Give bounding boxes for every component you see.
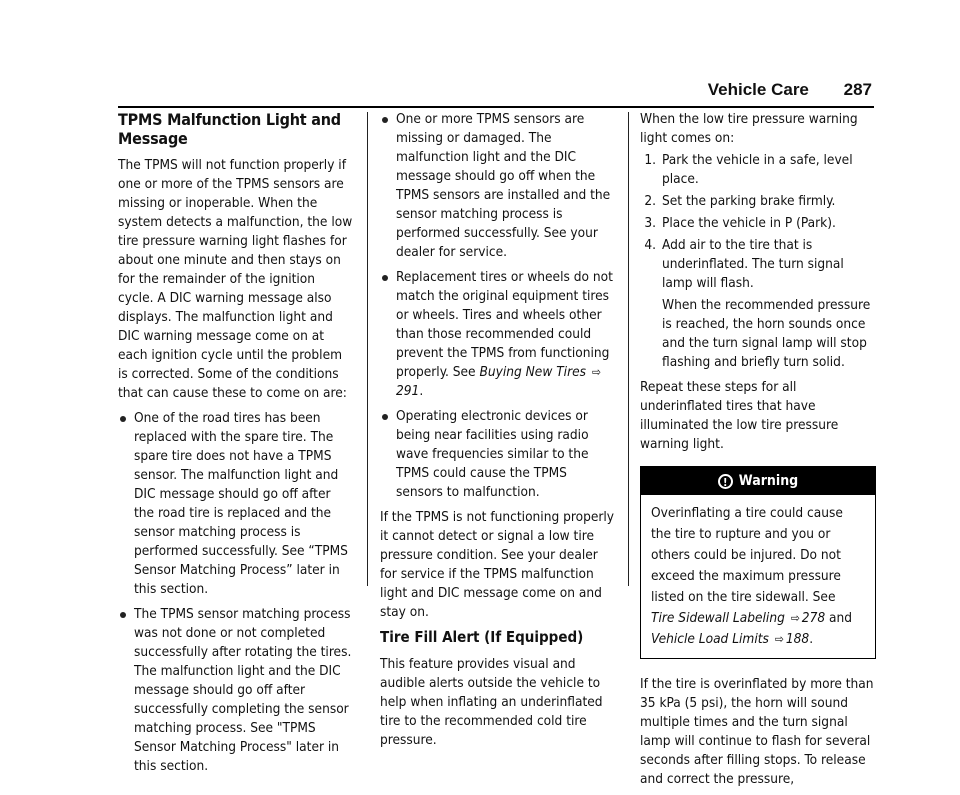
warning-header — [641, 467, 875, 495]
page-reference[interactable]: 291 — [396, 383, 420, 399]
step-text: Set the parking brake firmly. — [662, 193, 836, 209]
column-divider-2 — [628, 112, 629, 586]
page-header — [708, 80, 872, 100]
column-2 — [380, 110, 615, 756]
link-tire-sidewall-labeling[interactable]: Tire Sidewall Labeling — [651, 610, 785, 626]
step-number: 2. — [644, 193, 656, 209]
body-paragraph: If the tire is overinflated by more than 35 kPa (5 psi), the horn will sound multiple times and the turn signal lamp will continue to flash for several seconds after filling stops. To release and correct the pressure, — [640, 676, 874, 787]
list-item-text: One or more TPMS sensors are missing or damaged. The malfunction light and the DIC message should go off when the TPMS sensors are installed and the sensor matching process is performed successfully. See your dealer for service. — [396, 111, 611, 260]
intro-paragraph: The TPMS will not function properly if one or more of the TPMS sensors are missing or inoperable. When the system detects a malfunction, the low tire pressure warning light flashes for about one minute and then stays on for the remainder of the ignition cycle. A DIC warning message also displays. The malfunction light and DIC warning message come on at each ignition cycle until the problem is corrected. Some of the conditions that can cause these to come on are: — [118, 157, 353, 401]
bullet-icon — [120, 612, 126, 618]
page-reference-icon: ⇨ — [591, 365, 601, 379]
punctuation: . — [809, 631, 814, 647]
list-item — [380, 407, 615, 502]
step-text: Add air to the tire that is underinflated. The turn signal lamp will flash. — [662, 237, 844, 291]
step-number: 3. — [644, 215, 656, 231]
list-item-text: Operating electronic devices or being near facilities using radio wave frequencies similar to the TPMS could cause the TPMS sensors to malfunction. — [396, 408, 589, 500]
list-item-text: One of the road tires has been replaced with the spare tire. The spare tire does not have a TPMS sensor. The malfunction light and DIC message should go off after the road tire is replaced and the sensor matching process is performed successfully. See “TPMS Sensor Matching Process” later in this section. — [134, 410, 348, 597]
list-item — [640, 214, 876, 233]
list-item — [380, 110, 615, 262]
body-paragraph: This feature provides visual and audible alerts outside the vehicle to help when inflating an underinflated tire to the recommended cold tire pressure. — [380, 656, 603, 748]
bullet-icon — [382, 414, 388, 420]
bullet-icon — [382, 117, 388, 123]
body-paragraph: Repeat these steps for all underinflated tires that have illuminated the low tire pressure warning light. — [640, 379, 839, 452]
column-1 — [118, 110, 353, 782]
punctuation: . — [419, 383, 424, 399]
link-buying-new-tires[interactable]: Buying New Tires — [479, 364, 586, 380]
list-item — [640, 236, 876, 293]
heading-tpms-malfunction: TPMS Malfunction Light and Message — [118, 110, 341, 148]
link-vehicle-load-limits[interactable]: Vehicle Load Limits — [651, 631, 769, 647]
warning-text: Overinflating a tire could cause the tire to rupture and you or others could be injured. Do not exceed the maximum pressure listed on the tire sidewall. See — [651, 505, 843, 605]
step-text: Park the vehicle in a safe, level place. — [662, 152, 853, 187]
step-number: 4. — [644, 237, 656, 253]
page-reference[interactable]: 278 — [801, 610, 826, 626]
step-text: Place the vehicle in P (Park). — [662, 215, 836, 231]
warning-title: Warning — [738, 473, 799, 489]
warning-box — [640, 466, 876, 659]
header-divider — [118, 106, 874, 108]
heading-tire-fill-alert: Tire Fill Alert (If Equipped) — [380, 628, 584, 646]
warning-body — [641, 495, 875, 658]
list-item-text: The TPMS sensor matching process was not done or not completed successfully after rotating the tires. The malfunction light and the DIC message should go off after successfully completing the sensor matching process. See "TPMS Sensor Matching Process" later in this section. — [134, 606, 352, 774]
warning-icon: ! — [718, 474, 733, 489]
column-3 — [640, 110, 876, 795]
conjunction: and — [829, 610, 853, 626]
page-reference-icon: ⇨ — [790, 611, 800, 625]
list-item — [640, 151, 876, 189]
list-item — [118, 409, 353, 599]
bullet-icon — [120, 416, 126, 422]
bullet-icon — [382, 275, 388, 281]
page-number: 287 — [843, 80, 872, 99]
section-title: Vehicle Care — [707, 80, 809, 99]
body-paragraph: If the TPMS is not functioning properly it cannot detect or signal a low tire pressure condition. See your dealer for service if the TPMS malfunction light and DIC message come on and stay on. — [380, 509, 615, 620]
body-paragraph: When the low tire pressure warning light comes on: — [640, 111, 858, 146]
page-reference-icon: ⇨ — [774, 632, 784, 646]
step-number: 1. — [644, 152, 656, 168]
list-item — [118, 605, 353, 776]
page-reference[interactable]: 188 — [785, 631, 810, 647]
step-note: When the recommended pressure is reached, the horn sounds once and the turn signal lamp will stop flashing and briefly turn solid. — [662, 297, 871, 370]
list-item — [380, 268, 615, 401]
list-item-text: Replacement tires or wheels do not match the original equipment tires or wheels. Tires and wheels other than those recommended could prevent the TPMS from functioning properly. See — [396, 269, 613, 380]
list-item — [640, 192, 876, 211]
column-divider-1 — [367, 112, 368, 586]
